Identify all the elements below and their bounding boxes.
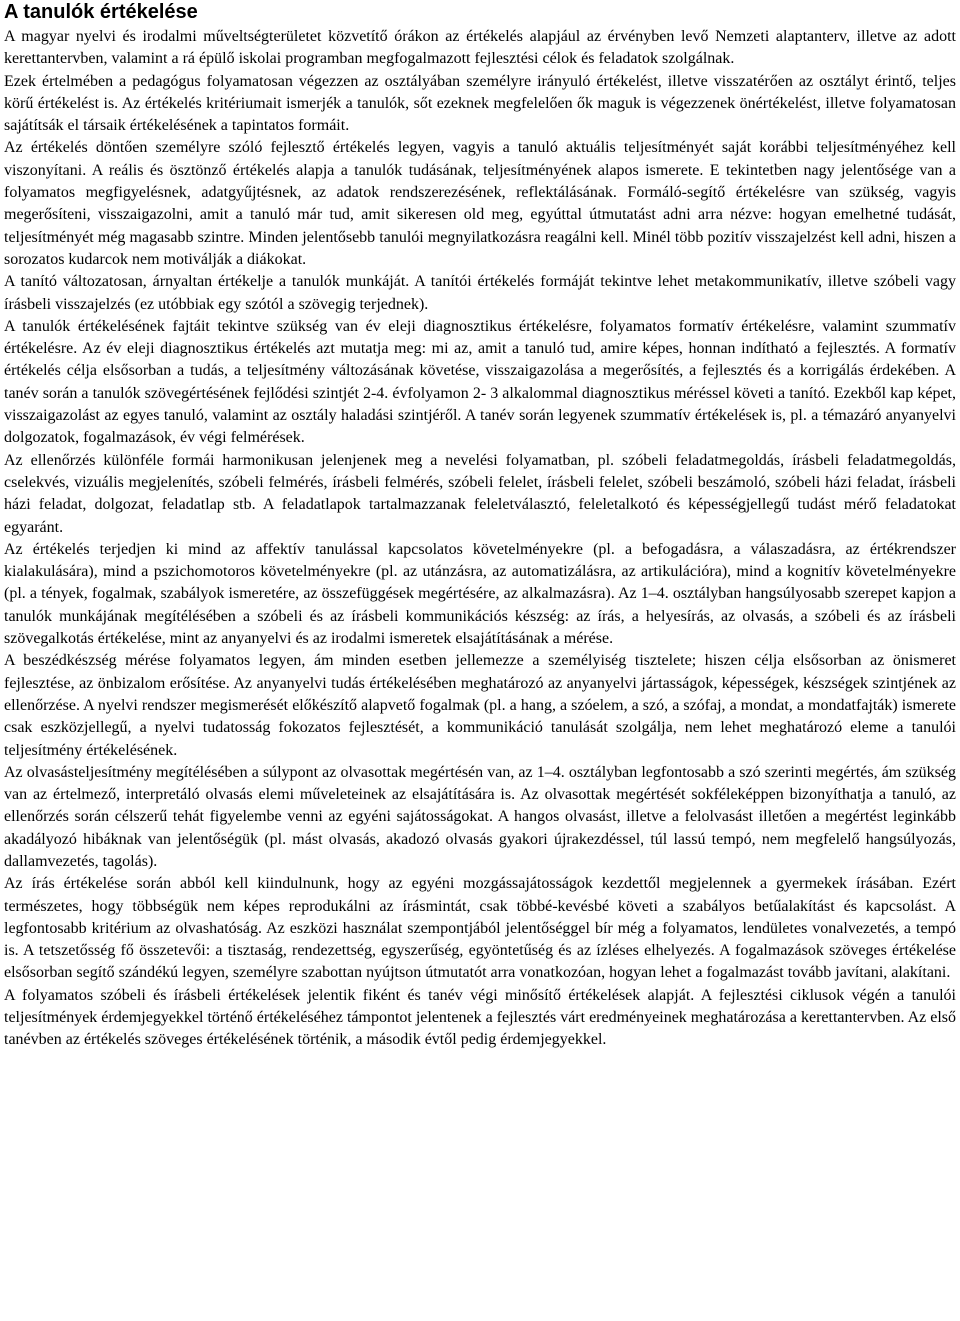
paragraph-continuous-assessment: Ezek értelmében a pedagógus folyamatosan végezzen az osztályában személyre irányuló értékelést, illetve visszatérően az osztályt érintő, teljes körű értékelést is. Az értékelés kritériumait ismerjék a tanulók, sőt ezeknek megfelelően ők maguk is végezzenek önértékelést, illetve folyamatosan sajátítsák el társaik értékelésének a tapintatos formáit. (4, 72, 956, 135)
paragraph-grading: A folyamatos szóbeli és írásbeli értékelések jelentik fiként és tanév végi minősítő értékelések alapját. A fejlesztési ciklusok végén a tanulói teljesítmények érdemjegyekkel történő értékeléséhez támpontot jelentenek a fejlesztés várt eredményeinek meghatározása a kerettantervben. Az első tanévben az értékelés szöveges értékelésének történik, a második évtől pedig érdemjegyekkel. (4, 986, 957, 1049)
paragraph-reading-performance: Az olvasásteljesítmény megítélésében a súlypont az olvasottak megértésén van, az 1–4. osztályban legfontosabb a szó szerinti megértés, ám szükség van az értelmező, interpretáló olvasás elemi műveleteinek az elsajátítására is. Az olvasottak megértését sokféleképpen bizonyíthatja a tanuló, az ellenőrzés során célszerű tehát figyelembe venni az egyéni sajátosságokat. A hangos olvasást, illetve a felolvasást illetően a megértést leginkább akadályozó hibáknak van jelentőségük (pl. mást olvasás, akadozó olvasás gyakori újrakezdéssel, túl lassú tempó, nem megfelelő hangsúlyozás, dallamvezetés, tagolás). (4, 763, 956, 870)
paragraph-writing-evaluation: Az írás értékelése során abból kell kiindulnunk, hogy az egyéni mozgássajátosságok kezdettől megjelennek a gyermekek írásában. Ezért természetes, hogy többségük nem képes reprodukálni az írásmintát, csak többé-kevésbé követi a szabályos betűalakítást és kapcsolást. A legfontosabb kritérium az olvashatóság. Az eszközi használat szempontjából jelentőséggel bír még a folyamatos, lendületes vonalvezetés, a tempó is. A tetszetősség fő összetevői: a tisztaság, rendezettség, egyszerűség, egyöntetűség és az ízléses elhelyezés. A fogalmazások szöveges értékelése elsősorban segítő szándékú legyen, személyre szabottan nyújtson útmutatót arra vonatkozóan, hogyan lehet a fogalmazást tovább javítani, alakítani. (4, 875, 956, 982)
paragraph-evaluation-types: A tanulók értékelésének fajtáit tekintve szükség van év eleji diagnosztikus értékelésre, folyamatos formatív értékelésre, valamint szummatív értékelésre. Az év eleji diagnosztikus értékelés azt mutatja meg: mi az, amit a tanuló tud, amire képes, honnan indítható a fejlesztés. A formatív értékelés célja elsősorban a tudás, a teljesítmény változásának követése, visszaigazolása a megerősítés, a fejlesztés és a korrigálás érdekében. A tanév során a tanulók szövegértésének fejlődési szintjét 2-4. évfolyamon 2- 3 alkalommal diagnosztikus méréssel követi a tanító. Ezekből kap képet, visszaigazolást az egyes tanuló, valamint az osztály haladási szintjéről. A tanév során legyenek szummatív értékelések is, pl. a témazáró anyanyelvi dolgozatok, fogalmazások, év végi felmérések. (4, 317, 956, 447)
paragraph-teacher-evaluation-forms: A tanító változatosan, árnyaltan értékelje a tanulók munkáját. A tanítói értékelés formáját tekintve lehet metakommunikatív, illetve szóbeli vagy írásbeli visszajelzés (ez utóbbiak egy szótól a szövegig terjednek). (4, 273, 956, 313)
paragraph-speaking-skills: A beszédkészség mérése folyamatos legyen, ám minden esetben jellemezze a személyiség tisztelete; hiszen célja elsősorban az önismeret fejlesztése, az önbizalom erősítése. Az anyanyelvi tudás értékelésében meghatározó az anyanyelvi jártasságok, képességek, készségek szintjének az ellenőrzése. A nyelvi rendszer megismerését előkészítő alapvető fogalmak (pl. a hang, a szóelem, a szó, a szófaj, a mondat, a mondatfajták) ismerete csak eszközjellegű, a nyelvi tudatosság fokozatos fejlesztését, a kommunikáció tanulását szolgálja, nem lehet meghatározó eleme a tanulói teljesítmény értékelésének. (4, 652, 956, 759)
paragraph-curriculum-basis: A magyar nyelvi és irodalmi műveltségterületet közvetítő órákon az értékelés alapjául az érvényben levő Nemzeti alaptanterv, illetve az adott kerettantervben, valamint a rá épülő iskolai programban megfogalmazott fejlesztési célok és feladatok szolgálnak. (4, 28, 956, 68)
paragraph-requirement-areas: Az értékelés terjedjen ki mind az affektív tanulással kapcsolatos követelményekre (pl. a befogadásra, a válaszadásra, az értékrendszer kialakulására), mind a pszichomotoros követelményekre (pl. az utánzásra, az automatizálásra, az artikulációra), mind a kognitív követelményekre (pl. a tények, fogalmak, szabályok ismeretére, az összefüggések megértésére, az alkalmazásra). Az 1–4. osztályban hangsúlyosabb szerepet kapjon a tanulók munkájának megítélésében a szóbeli és az írásbeli kommunikációs készség: az írás, a helyesírás, az olvasás, a szóbeli és az írásbeli szövegalkotás értékelése, mint az anyanyelvi és az irodalmi ismeretek elsajátításának a mérése. (4, 540, 956, 648)
document-title: A tanulók értékelése (4, 1, 198, 23)
paragraph-control-forms: Az ellenőrzés különféle formái harmonikusan jelenjenek meg a nevelési folyamatban, pl. szóbeli feladatmegoldás, írásbeli feladatmegoldás, cselekvés, vizuális megjelenítés, szóbeli felmérés, írásbeli felmérés, szóbeli felelet, írásbeli felelet, szóbeli beszámoló, szóbeli házi feladat, írásbeli házi feladat, dolgozat, feladatlap stb. A feladatlapok tartalmazzanak feleletválasztó, feleletalkotó és képességjellegű tudást mérő feladatokat egyaránt. (4, 451, 956, 536)
paragraph-developmental-assessment: Az értékelés döntően személyre szóló fejlesztő értékelés legyen, vagyis a tanuló aktuális teljesítményét saját korábbi teljesítményéhez kell viszonyítani. A reális és ösztönző értékelés alapja a tanulók tudásának, teljesítményének alapos ismerete. E tekintetben nagy jelentősége van a folyamatos megfigyelésnek, adatgyűjtésnek, az adatok rendszerezésének, reflektálásának. Formáló-segítő értékelésre van szükség, vagyis megerősíteni, visszaigazolni, amit a tanuló már tud, amit sikeresen old meg, egyúttal útmutatást adni arra nézve: hogyan emelhetné tudását, teljesítményét még magasabb szintre. Minden jelentősebb tanulói megnyilatkozásra reagálni kell. Minél több pozitív visszajelzést kell adni, hiszen a sorozatos kudarcok nem motiválják a diákokat. (4, 139, 956, 268)
